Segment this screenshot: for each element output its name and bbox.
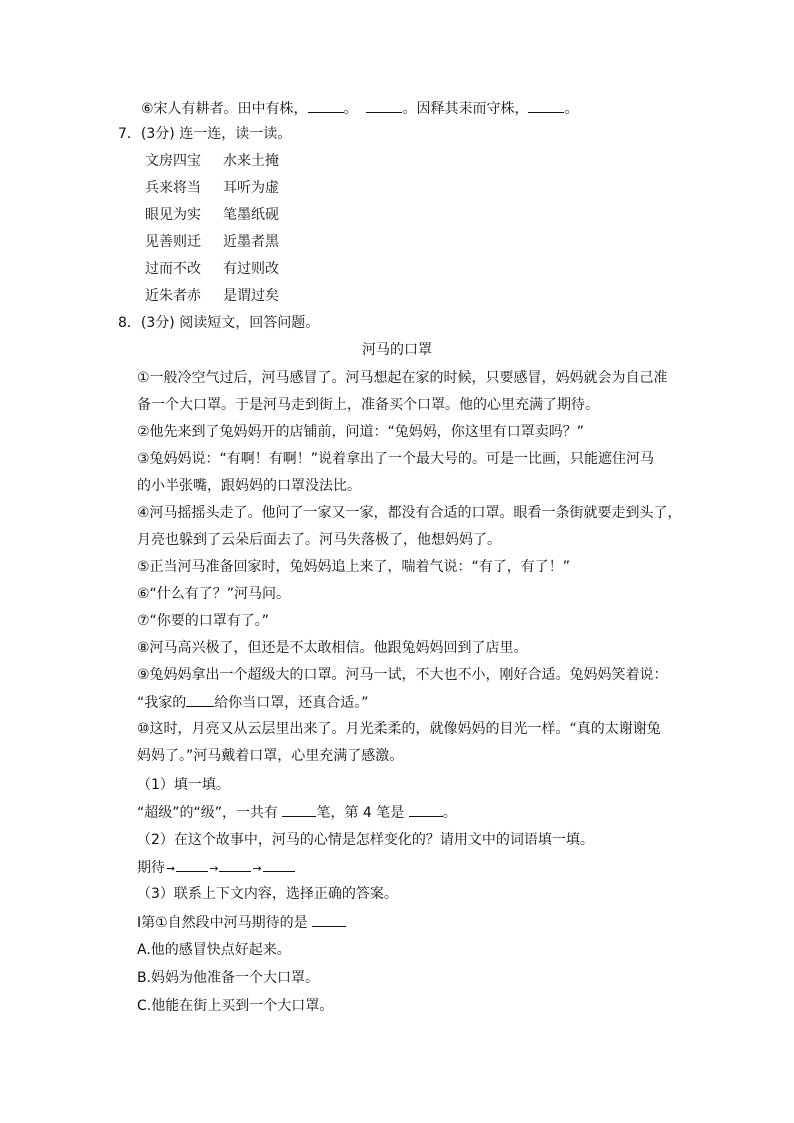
- option-a[interactable]: A.他的感冒快点好起来。: [137, 942, 291, 958]
- idiom-left[interactable]: 文房四宝: [145, 153, 201, 169]
- passage-line: [137, 692, 369, 712]
- answer-blank[interactable]: [176, 857, 208, 872]
- option-b[interactable]: B.妈妈为他准备一个大口罩。: [137, 970, 320, 986]
- passage-title: 河马的口罩: [362, 342, 432, 358]
- passage-line: ⑧河马高兴极了，但还是不太敢相信。他跟兔妈妈回到了店里。: [137, 640, 528, 656]
- idiom-left[interactable]: 眼见为实: [145, 207, 201, 223]
- sub1-title: （1）填一填。: [137, 777, 230, 793]
- passage-line: 的小半张嘴，跟妈妈的口罩没法比。: [137, 478, 361, 494]
- answer-blank[interactable]: [312, 912, 346, 927]
- idiom-left[interactable]: 过而不改: [145, 261, 201, 277]
- passage-line: ⑥“什么有了？”河马问。: [137, 586, 291, 602]
- passage-line: 月亮也躲到了云朵后面去了。河马失落极了，他想妈妈了。: [137, 532, 501, 548]
- answer-blank[interactable]: [186, 692, 214, 707]
- idiom-right[interactable]: 耳听为虚: [223, 180, 279, 196]
- q6-text-3: 。因释其耒而守株，: [402, 101, 529, 117]
- passage-line: 备一个大口罩。于是河马走到街上，准备买个口罩。他的心里充满了期待。: [137, 397, 599, 413]
- mood-start: 期待: [137, 860, 165, 876]
- idiom-left[interactable]: 近朱者赤: [145, 288, 201, 304]
- sub3-title: （3）联系上下文内容，选择正确的答案。: [137, 886, 398, 902]
- answer-blank[interactable]: [263, 857, 295, 872]
- q6-text-2: 。: [343, 101, 358, 117]
- arrow-right-icon: ➞: [166, 862, 176, 875]
- answer-blank[interactable]: [219, 857, 251, 872]
- answer-blank[interactable]: [366, 98, 402, 113]
- option-c[interactable]: C.他能在街上买到一个大口罩。: [137, 998, 334, 1014]
- sub1-text: 笔，第 4 笔是: [316, 805, 405, 821]
- q6-text-1: ⑥宋人有耕者。田中有株，: [141, 101, 308, 117]
- passage-line: ③兔妈妈说：“有啊！有啊！”说着拿出了一个最大号的。可是一比画，只能遮住河马: [137, 451, 655, 467]
- sub2-title: （2）在这个故事中，河马的心情是怎样变化的？请用文中的词语填一填。: [137, 832, 594, 848]
- idiom-left[interactable]: 见善则迁: [145, 234, 201, 250]
- passage-text: “我家的: [137, 695, 187, 711]
- answer-blank[interactable]: [282, 802, 316, 817]
- idiom-left[interactable]: 兵来将当: [145, 180, 201, 196]
- passage-line: ⑤正当河马准备回家时，兔妈妈追上来了，喘着气说：“有了，有了！”: [137, 559, 571, 575]
- passage-line: ⑦“你要的口罩有了。”: [137, 613, 270, 629]
- passage-text: 给你当口罩，还真合适。”: [214, 695, 369, 711]
- passage-line: ⑨兔妈妈拿出一个超级大的口罩。河马一试，不大也不小，刚好合适。兔妈妈笑着说：: [137, 667, 668, 683]
- idiom-right[interactable]: 近墨者黑: [223, 234, 279, 250]
- sub1-question: [137, 802, 457, 822]
- idiom-right[interactable]: 水来土掩: [223, 153, 279, 169]
- arrow-right-icon: →: [252, 862, 262, 875]
- passage-line: ④河马摇摇头走了。他问了一家又一家，都没有合适的口罩。眼看一条街就要走到头了，: [137, 505, 682, 521]
- answer-blank[interactable]: [308, 98, 344, 113]
- q8-header: 8．(3分) 阅读短文，回答问题。: [118, 315, 320, 331]
- answer-blank[interactable]: [409, 802, 443, 817]
- sub3-text: Ⅰ第①自然段中河马期待的是: [137, 915, 308, 931]
- sub3-question: [137, 912, 346, 932]
- sub1-text: 。: [442, 805, 457, 821]
- mood-chain: [137, 857, 295, 877]
- passage-line: 妈妈了。”河马戴着口罩，心里充满了感激。: [137, 748, 404, 764]
- sub1-text: “超级”的“级”，一共有: [137, 805, 279, 821]
- arrow-right-icon: →: [209, 862, 219, 875]
- idiom-right[interactable]: 是谓过矣: [223, 288, 279, 304]
- idiom-right[interactable]: 笔墨纸砚: [223, 207, 279, 223]
- passage-line: ⑩这时，月亮又从云层里出来了。月光柔柔的，就像妈妈的目光一样。“真的太谢谢兔: [137, 721, 661, 737]
- passage-line: ②他先来到了兔妈妈开的店铺前，问道：“兔妈妈，你这里有口罩卖吗？”: [137, 424, 585, 440]
- passage-line: ①一般冷空气过后，河马感冒了。河马想起在家的时候，只要感冒，妈妈就会为自己准: [137, 370, 668, 386]
- q7-header: 7．(3分) 连一连，读一读。: [118, 126, 292, 142]
- q6-text-4: 。: [564, 101, 579, 117]
- idiom-right[interactable]: 有过则改: [223, 261, 279, 277]
- q6-line: [141, 98, 578, 118]
- answer-blank[interactable]: [528, 98, 564, 113]
